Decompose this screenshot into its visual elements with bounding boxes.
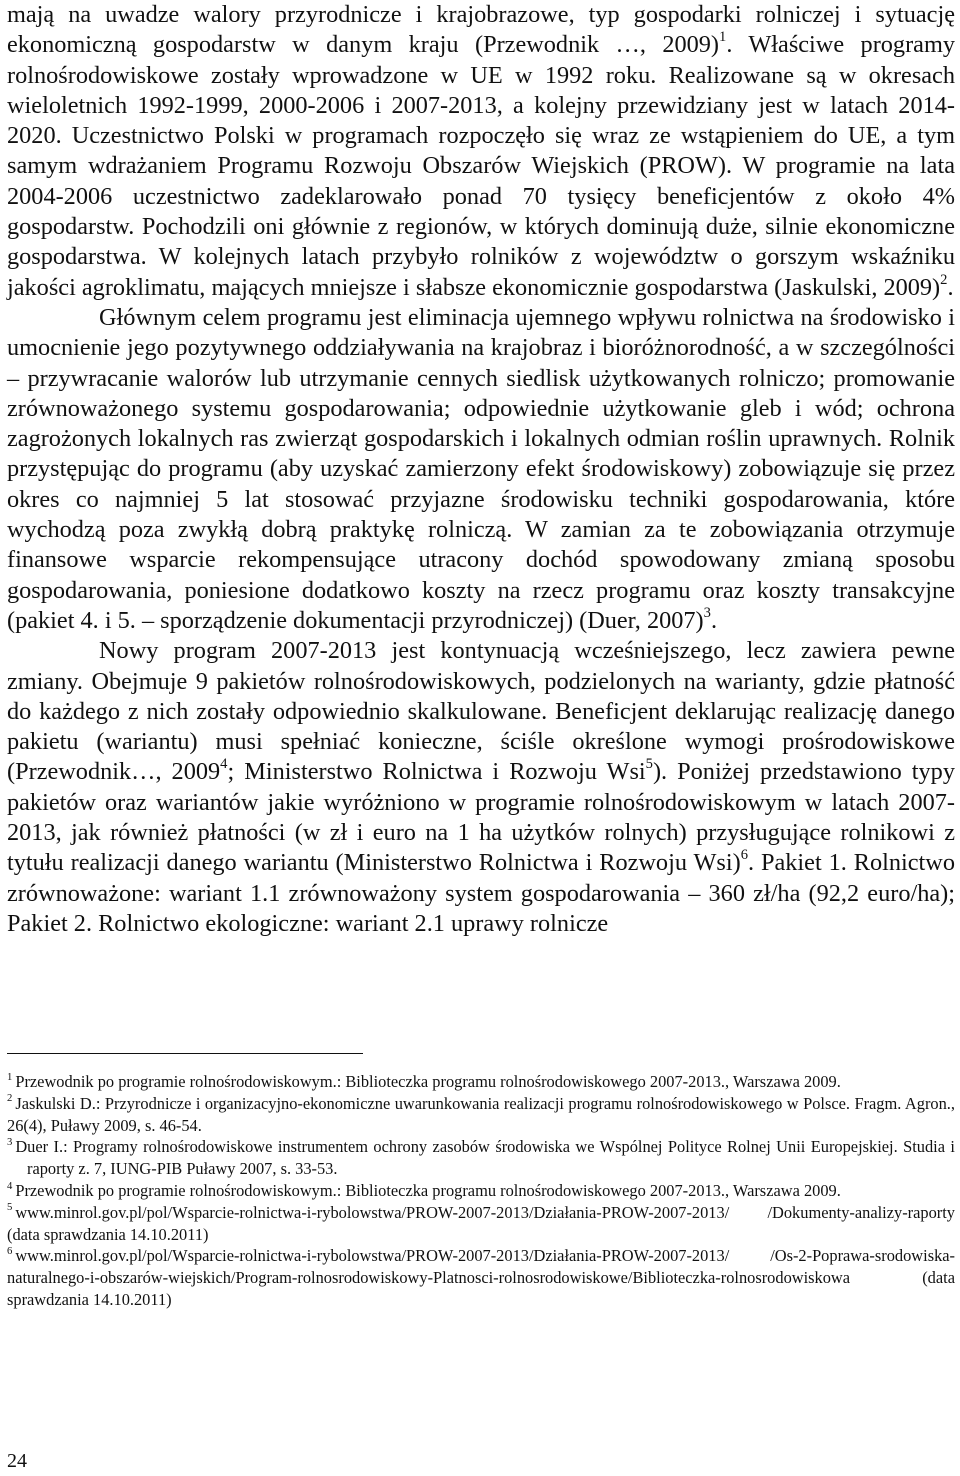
paragraph-text: .	[947, 273, 954, 301]
footnote-number: 1	[7, 1071, 13, 1083]
footnote	[7, 1071, 955, 1093]
footnote-reference: 2	[940, 271, 948, 288]
footnote	[7, 1245, 955, 1310]
footnote	[7, 1093, 955, 1137]
paragraph-text: . Pakiet 1. Rolnictwo zrównoważone: wariant 1.1 zrównoważony system gospodarowania – 360 zł/ha (92,2 euro/ha); Pakiet 2. Rolnictwo ekologiczne: wariant 2.1 uprawy rolnicze	[7, 849, 955, 937]
body-text	[7, 0, 955, 939]
paragraph-text: mają na uwadze walory przyrodnicze i krajobrazowe, typ gospodarki rolniczej i sytuację ekonomiczną gospodarstw w danym kraju (Przewodnik …, 2009)	[7, 1, 955, 59]
footnote-reference: 3	[703, 605, 711, 622]
footnote-separator	[7, 1053, 363, 1054]
footnote-text: Duer I.: Programy rolnośrodowiskowe instrumentem ochrony zasobów środowiska we Wspólnej Polityce Rolnej Unii Europejskiej. Studia i raporty z. 7, IUNG-PIB Puławy 2007, s. 33-53.	[15, 1137, 955, 1179]
footnote-text: www.minrol.gov.pl/pol/Wsparcie-rolnictwa-i-rybolowstwa/PROW-2007-2013/Działania-PROW-2007-2013/ /Dokumenty-analizy-raporty (data sprawdzania 14.10.2011)	[7, 1202, 955, 1244]
footnote-text: Jaskulski D.: Przyrodnicze i organizacyjno-ekonomiczne uwarunkowania realizacji programu rolnośrodowiskowego w Polsce. Fragm. Agron., 26(4), Puławy 2009, s. 46-54.	[7, 1093, 955, 1135]
footnote-reference: 6	[740, 847, 748, 864]
footnote	[7, 1180, 955, 1202]
paragraph-text: . Właściwe programy rolnośrodowiskowe zostały wprowadzone w UE w 1992 roku. Realizowane są w okresach wieloletnich 1992-1999, 2000-2006 i 2007-2013, a kolejny przewidziany jest w latach 2014-2020. Uczestnictwo Polski w programach rozpoczęło się wraz ze wstąpieniem do UE, a tym samym wdrażaniem Programu Rozwoju Obszarów Wiejskich (PROW). W programie na lata 2004-2006 uczestnictwo zadeklarowało ponad 70 tysięcy beneficjentów z około 4% gospodarstw. Pochodzili oni głównie z regionów, w których dominują duże, silnie ekonomiczne gospodarstwa. W kolejnych latach przybyło rolników z województw o gorszym wskaźniku jakości agroklimatu, mających mniejsze i słabsze ekonomicznie gospodarstwa (Jaskulski, 2009)	[7, 31, 956, 301]
document-page	[7, 0, 955, 1476]
paragraph-text: Głównym celem programu jest eliminacja ujemnego wpływu rolnictwa na środowisko i umocnienie jego pozytywnego oddziaływania na krajobraz i bioróżnorodność, a w szczególności – przywracanie walorów lub utrzymanie cennych siedlisk użytkowanych rolniczo; promowanie zrównoważonego systemu gospodarowania; odpowiednie użytkowanie gleb i wód; ochrona zagrożonych lokalnych ras zwierząt gospodarskich i lokalnych odmian roślin uprawnych. Rolnik przystępując do programu (aby uzyskać zamierzony efekt środowiskowy) zobowiązuje się przez okres co najmniej 5 lat stosować przyjazne środowisku techniki gospodarowania, które wychodzą poza zwykłą dobrą praktykę rolniczą. W zamian za te zobowiązania otrzymuje finansowe wsparcie rekompensujące utracony dochód spowodowany zmianą sposobu gospodarowania, poniesione dodatkowo koszty na rzecz programu oraz koszty transakcyjne (pakiet 4. i 5. – sporządzenie dokumentacji przyrodniczej) (Duer, 2007)	[7, 303, 955, 634]
footnote-number: 6	[7, 1245, 13, 1257]
paragraph-text: ; Ministerstwo Rolnictwa i Rozwoju Wsi	[227, 758, 646, 786]
paragraph	[7, 0, 955, 303]
footnote-reference: 4	[220, 756, 228, 773]
footnote-reference: 5	[645, 756, 653, 773]
paragraph-text: .	[710, 606, 718, 634]
footnote-number: 2	[7, 1093, 13, 1105]
paragraph	[7, 303, 955, 636]
footnote-reference: 1	[719, 29, 727, 46]
footnote-number: 3	[7, 1136, 13, 1148]
paragraph	[7, 636, 955, 939]
footnotes	[7, 1071, 955, 1311]
page-number: 24	[7, 1450, 27, 1472]
paragraph-text: Nowy program 2007-2013 jest kontynuacją wcześniejszego, lecz zawiera pewne zmiany. Obejmuje 9 pakietów rolnośrodowiskowych, podzielonych na warianty, gdzie płatność do każdego z nich zostały odpowiednio skalkulowane. Beneficjent deklarując realizację danego pakietu (wariantu) musi spełniać konieczne, ściśle określone wymogi prośrodowiskowe (Przewodnik…, 2009	[7, 637, 955, 786]
footnote	[7, 1136, 955, 1180]
footnote-text: Przewodnik po programie rolnośrodowiskowym.: Biblioteczka programu rolnośrodowiskowego 2007-2013., Warszawa 2009.	[15, 1180, 841, 1200]
footnote	[7, 1202, 955, 1246]
footnote-text: www.minrol.gov.pl/pol/Wsparcie-rolnictwa-i-rybolowstwa/PROW-2007-2013/Działania-PROW-2007-2013/ /Os-2-Poprawa-srodowiska-naturalnego-i-obszarów-wiejskich/Program-rolnosrodowiskowy-Platnosci-rolnosrodowiskowe/Biblioteczka-rolnosrodowiskowa (data sprawdzania 14.10.2011)	[7, 1246, 955, 1309]
footnote-number: 5	[7, 1202, 13, 1214]
paragraph-text: ). Poniżej przedstawiono typy pakietów oraz wariantów jakie wyróżniono w programie rolnośrodowiskowym w latach 2007-2013, jak również płatności (w zł i euro na 1 ha użytków rolnych) przysługujące rolnikowi z tytułu realizacji danego wariantu (Ministerstwo Rolnictwa i Rozwoju Wsi)	[7, 758, 955, 877]
footnote-number: 4	[7, 1180, 13, 1192]
footnote-text: Przewodnik po programie rolnośrodowiskowym.: Biblioteczka programu rolnośrodowiskowego 2007-2013., Warszawa 2009.	[15, 1072, 841, 1091]
